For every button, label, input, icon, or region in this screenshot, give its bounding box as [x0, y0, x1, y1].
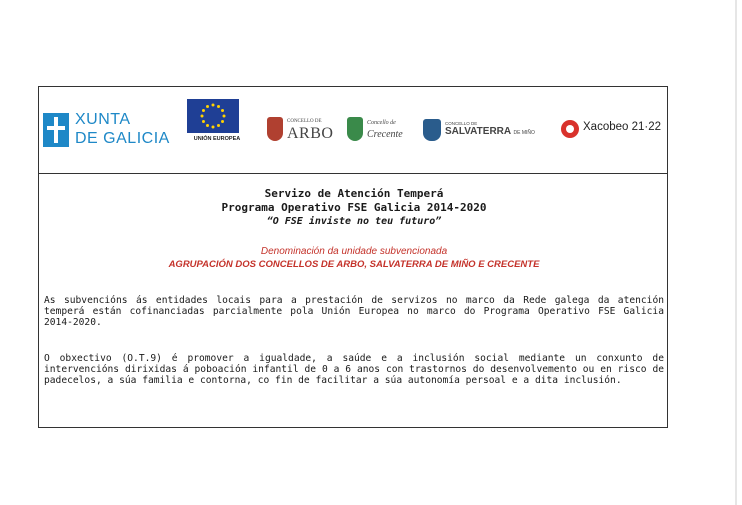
- salvaterra-logo-name: [445, 126, 535, 137]
- arbo-logo-small: CONCELLO DE: [287, 119, 322, 124]
- motto: “O FSE inviste no teu futuro”: [266, 216, 442, 227]
- arbo-logo-name: ARBO: [287, 125, 334, 142]
- eu-logo: [187, 99, 243, 149]
- xunta-logo-line1: XUNTA: [75, 111, 131, 128]
- concello-salvaterra-logo: [423, 117, 533, 145]
- salvaterra-logo-main: SALVATERRA: [445, 126, 511, 137]
- logo-bar: [39, 87, 667, 174]
- denomination-block: [39, 245, 669, 271]
- eu-star-icon: [206, 105, 209, 108]
- eu-star-icon: [202, 120, 205, 123]
- service-title: Servizo de Atención Temperá: [264, 187, 444, 200]
- crecente-logo-small: Concello de: [367, 120, 396, 126]
- paragraph-funding: As subvencións ás entidades locais para a prestación de servizos no marco da Rede galega da atención temperá están cofinanciadas parcialmente pola Unión Europea no marco do Programa Operativo FSE Galicia 2014-2020.: [44, 295, 664, 328]
- concello-crecente-logo: [347, 115, 409, 147]
- arbo-crest-icon: [267, 117, 283, 141]
- xunta-logo-line2: DE GALICIA: [75, 130, 170, 147]
- eu-star-icon: [217, 124, 220, 127]
- eu-star-icon: [206, 124, 209, 127]
- eu-star-icon: [217, 105, 220, 108]
- xunta-de-galicia-logo: [43, 111, 173, 151]
- denomination-label: Denominación da unidade subvencionada: [260, 246, 448, 257]
- page-edge: [735, 0, 737, 505]
- eu-star-icon: [223, 115, 226, 118]
- crecente-crest-icon: [347, 117, 363, 141]
- crecente-logo-name: Crecente: [367, 129, 403, 140]
- notice-frame: [38, 86, 668, 428]
- title-block: [39, 187, 669, 228]
- salvaterra-logo-suffix: DE MIÑO: [513, 130, 535, 136]
- salvaterra-logo-small: CONCELLO DE: [445, 121, 478, 126]
- eu-star-icon: [221, 109, 224, 112]
- eu-caption: UNIÓN EUROPEA: [193, 136, 241, 142]
- eu-star-icon: [221, 120, 224, 123]
- xacobeo-logo: [561, 119, 661, 139]
- eu-star-icon: [212, 104, 215, 107]
- eu-flag-icon: [187, 99, 239, 133]
- eu-star-icon: [212, 126, 215, 129]
- paragraph-objective: O obxectivo (O.T.9) é promover a igualdade, a saúde e a inclusión social mediante un conxunto de intervencións dirixidas á poboación infantil de 0 a 6 anos con trastornos do desenvolvemento ou en risco de padecelos, a súa familia e contorna, co fin de facilitar a súa autonomía persoal e a dita inclusión.: [44, 353, 664, 386]
- concello-arbo-logo: [267, 115, 337, 147]
- eu-star-icon: [202, 109, 205, 112]
- denomination-name: AGRUPACIÓN DOS CONCELLOS DE ARBO, SALVATERRA DE MIÑO E CRECENTE: [168, 259, 540, 270]
- xunta-shield-icon: [43, 113, 69, 147]
- xacobeo-logo-name: Xacobeo 21·22: [583, 121, 662, 133]
- eu-star-icon: [201, 115, 204, 118]
- salvaterra-crest-icon: [423, 119, 441, 141]
- xacobeo-mark-icon: [561, 120, 579, 138]
- program-title: Programa Operativo FSE Galicia 2014-2020: [221, 201, 487, 214]
